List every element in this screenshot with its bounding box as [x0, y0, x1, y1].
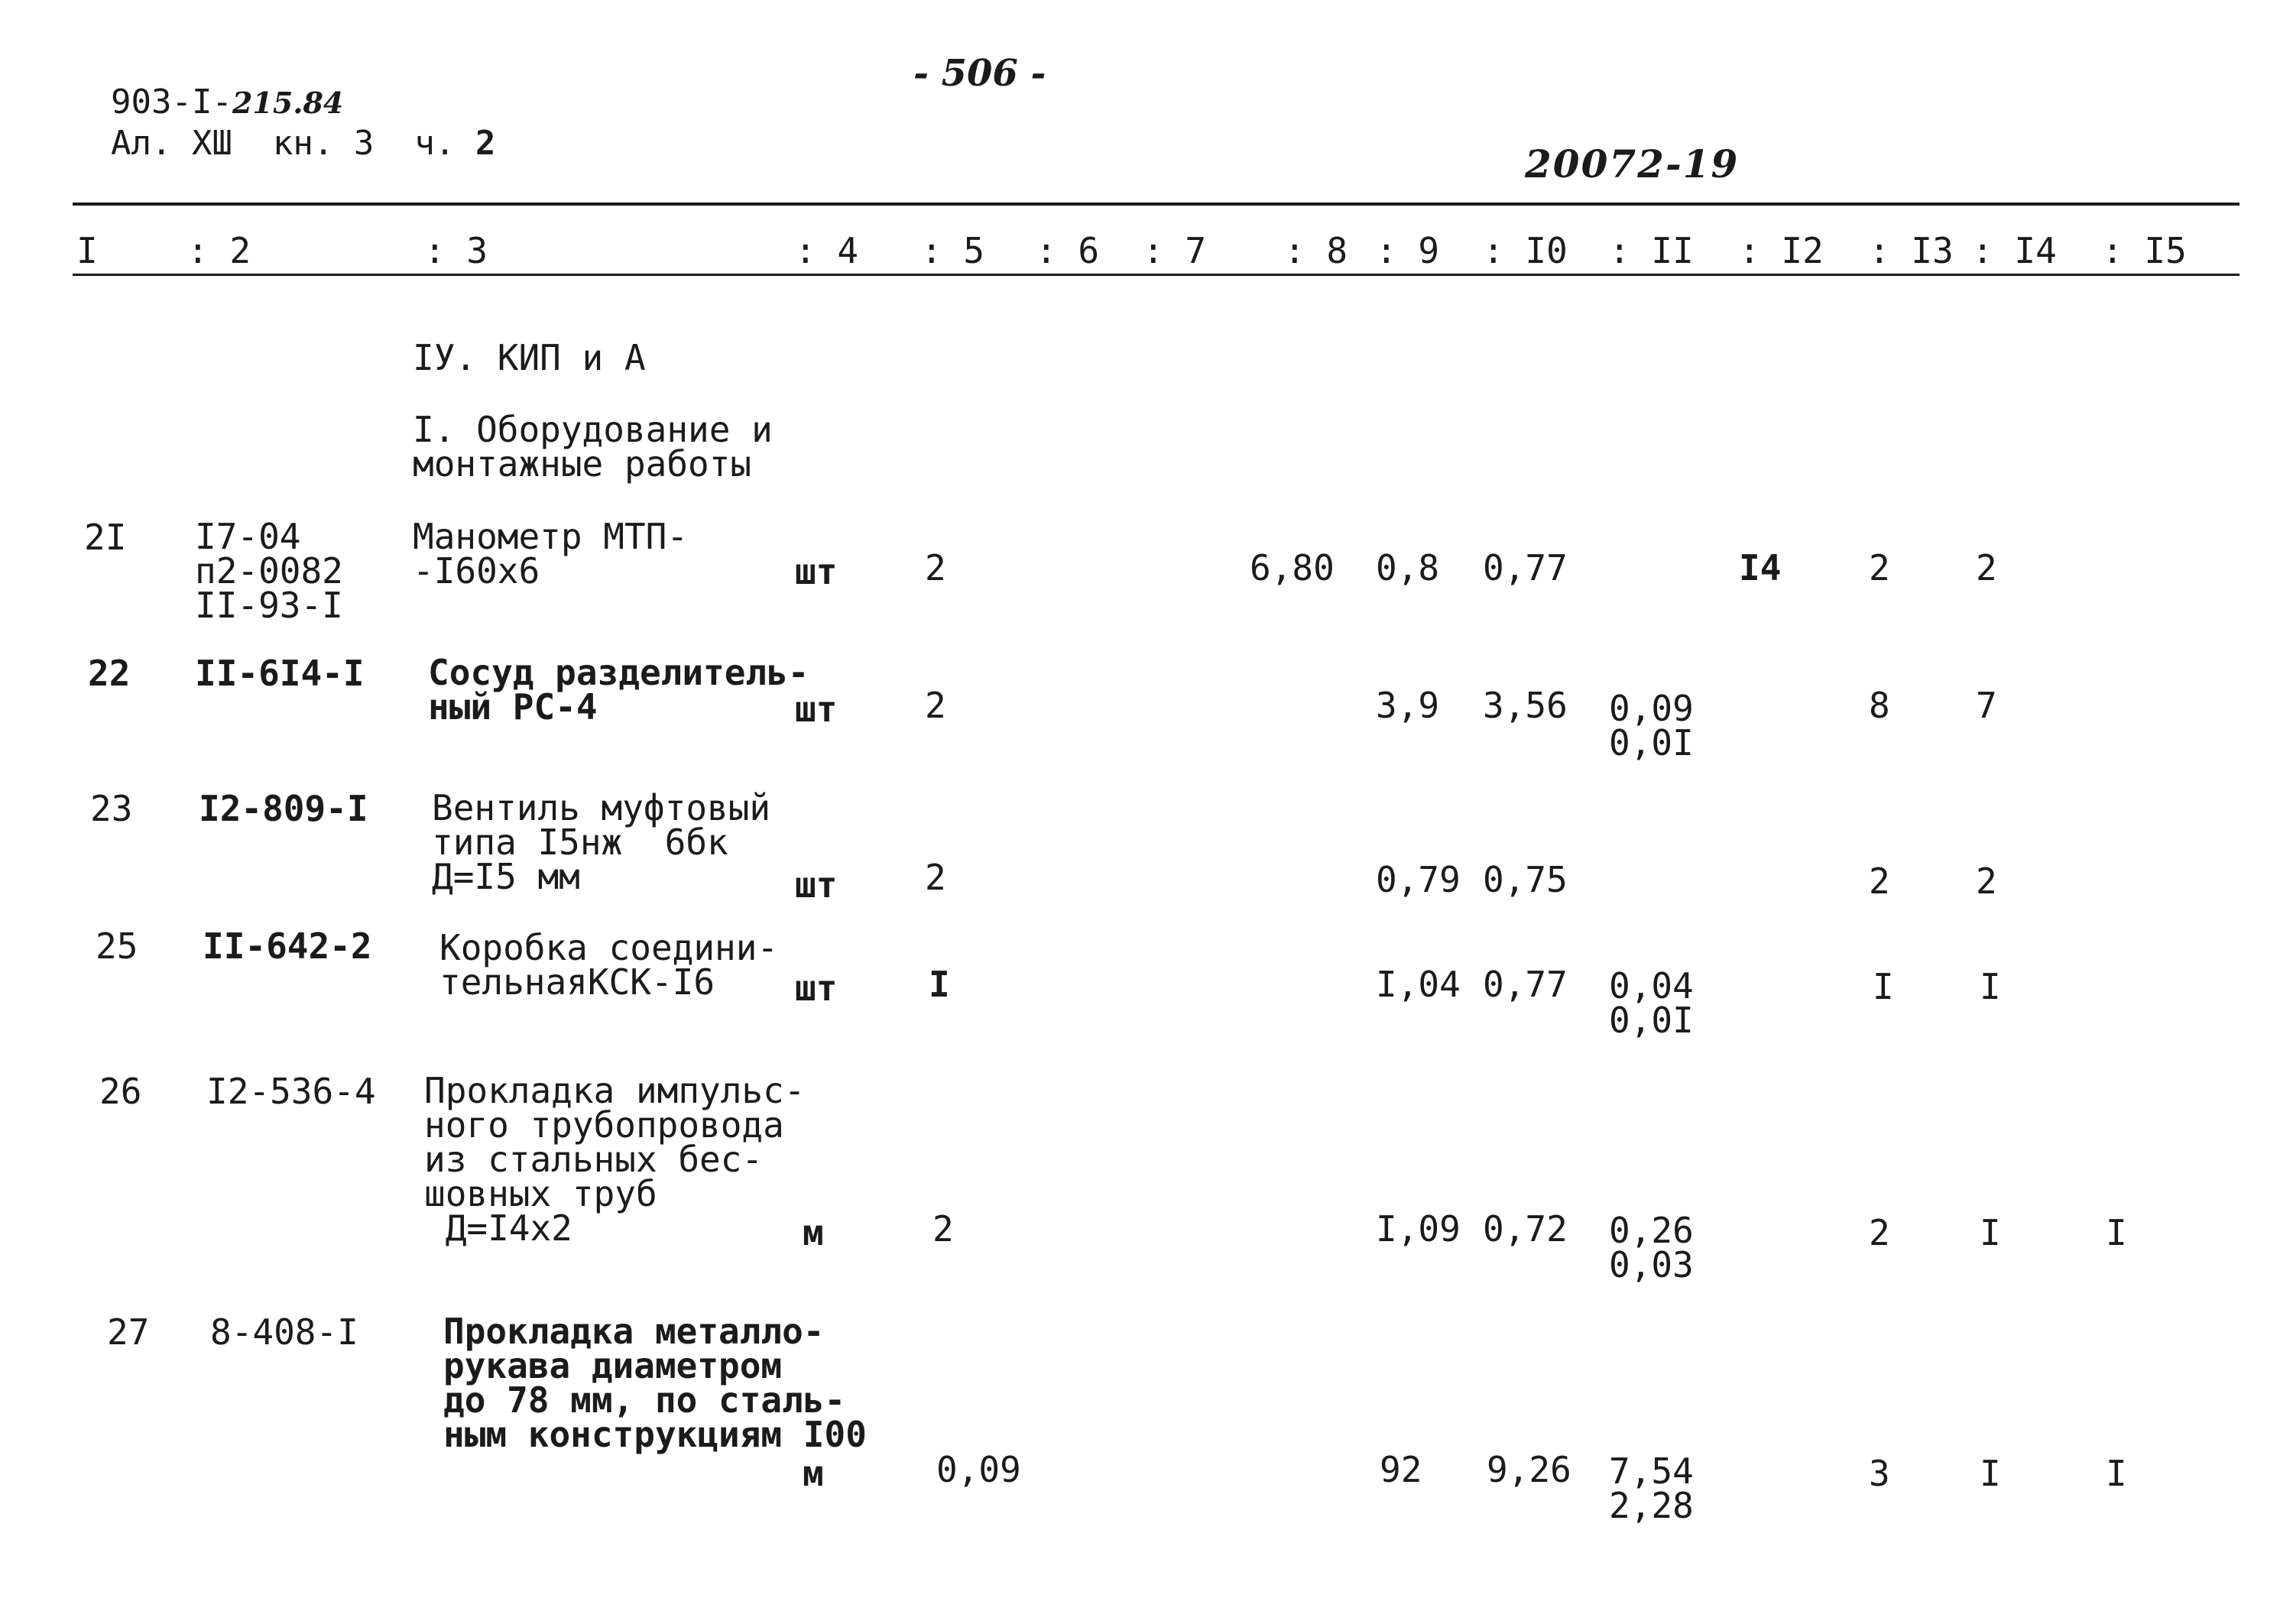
- row-name: Прокладка импульс- ного трубопровода из стальных бес- шовных труб Д=I4х2: [424, 1070, 806, 1250]
- row-code: I2-536-4: [206, 1071, 376, 1112]
- row-col9: I,09: [1376, 1208, 1461, 1250]
- row-col9: 0,79: [1376, 859, 1461, 900]
- row-unit: м: [803, 1212, 824, 1253]
- row-col15: I: [2106, 1453, 2127, 1494]
- column-header-1: I: [76, 230, 98, 271]
- row-quantity: 2: [925, 857, 946, 898]
- column-header-11: : II: [1609, 230, 1694, 271]
- row-number: 25: [96, 925, 138, 967]
- row-col10: 0,77: [1483, 547, 1568, 588]
- column-header-10: : I0: [1483, 230, 1568, 271]
- document-code-handwritten: 215.84: [232, 86, 344, 120]
- album-line: [70, 93, 496, 163]
- column-header-6: : 6: [1036, 230, 1100, 271]
- column-header-8: : 8: [1284, 230, 1348, 271]
- column-header-4: : 4: [795, 230, 859, 271]
- row-col14: I: [1980, 1453, 2001, 1494]
- row-unit: м: [803, 1453, 824, 1494]
- row-quantity: 2: [925, 547, 946, 588]
- column-header-15: : I5: [2102, 230, 2187, 271]
- row-number: 26: [99, 1071, 142, 1112]
- row-col11: 0,09 0,0I: [1609, 688, 1694, 764]
- row-col10: 3,56: [1483, 685, 1568, 726]
- row-name: Манометр МТП- -I60х6: [413, 516, 689, 592]
- row-col11: 0,04 0,0I: [1609, 965, 1694, 1042]
- row-col14: I: [1980, 966, 2001, 1007]
- column-header-12: : I2: [1739, 230, 1824, 271]
- row-col10: 0,77: [1483, 964, 1568, 1005]
- row-col10: 0,75: [1483, 859, 1568, 900]
- column-header-9: : 9: [1376, 230, 1440, 271]
- row-quantity: I: [929, 964, 950, 1005]
- row-unit: шт: [795, 864, 838, 906]
- row-col14: 2: [1976, 547, 1997, 588]
- row-col14: 2: [1976, 861, 1997, 902]
- row-code: I7-04 п2-0082 II-93-I: [195, 516, 343, 627]
- row-col9: I,04: [1376, 964, 1461, 1005]
- row-col13: 2: [1869, 547, 1890, 588]
- row-col13: 8: [1869, 685, 1890, 726]
- row-code: I2-809-I: [199, 788, 368, 829]
- top-rule: [73, 203, 2239, 206]
- column-header-14: : I4: [1972, 230, 2057, 271]
- row-col13: 3: [1869, 1453, 1890, 1494]
- row-unit: шт: [795, 689, 838, 730]
- page-number: - 506 -: [913, 52, 1046, 95]
- column-header-7: : 7: [1143, 230, 1207, 271]
- row-name: Коробка соедини- тельнаяКСК-I6: [439, 927, 779, 1003]
- row-quantity: 0,09: [936, 1449, 1021, 1490]
- row-col9: 0,8: [1376, 547, 1440, 588]
- row-quantity: 2: [932, 1208, 954, 1250]
- row-unit: шт: [795, 968, 838, 1009]
- row-number: 22: [88, 653, 131, 694]
- row-col11: 7,54 2,28: [1609, 1451, 1694, 1527]
- album-line-text: Ал. XШ кн. 3 ч.: [110, 124, 475, 163]
- row-name: Прокладка металло- рукава диаметром до 78 мм, по сталь- ным конструкциям I00: [443, 1311, 867, 1456]
- row-name: Сосуд разделитель- ный РС-4: [428, 652, 809, 728]
- section-title: IУ. КИП и А: [413, 337, 646, 378]
- document-code-prefix: 903-I-: [110, 83, 232, 122]
- row-col15: I: [2106, 1212, 2127, 1253]
- row-col8: 6,80: [1250, 547, 1335, 588]
- row-unit: шт: [795, 551, 838, 592]
- row-col9: 3,9: [1376, 685, 1440, 726]
- row-quantity: 2: [925, 685, 946, 726]
- header-bottom-rule: [73, 274, 2239, 276]
- row-col13: I: [1873, 966, 1894, 1007]
- column-header-13: : I3: [1869, 230, 1954, 271]
- column-header-3: : 3: [424, 230, 488, 271]
- row-code: II-642-2: [203, 925, 372, 967]
- album-part-number: 2: [475, 124, 496, 163]
- row-code: II-6I4-I: [195, 653, 365, 694]
- column-header-2: : 2: [187, 230, 251, 271]
- subsection-title: I. Оборудование и монтажные работы: [413, 409, 773, 485]
- row-number: 23: [90, 788, 133, 829]
- column-header-5: : 5: [921, 230, 985, 271]
- stamp-number: 20072-19: [1525, 141, 1740, 186]
- row-col10: 9,26: [1487, 1449, 1571, 1490]
- row-col9: 92: [1380, 1449, 1422, 1490]
- row-col12: I4: [1739, 547, 1782, 588]
- row-col13: 2: [1869, 1212, 1890, 1253]
- row-col10: 0,72: [1483, 1208, 1568, 1250]
- row-number: 2I: [84, 517, 127, 558]
- row-number: 27: [107, 1311, 150, 1353]
- row-name: Вентиль муфтовый типа I5нж 6бк Д=I5 мм: [432, 787, 771, 898]
- row-code: 8-408-I: [210, 1311, 358, 1353]
- row-col11: 0,26 0,03: [1609, 1210, 1694, 1286]
- row-col14: I: [1980, 1212, 2001, 1253]
- row-col13: 2: [1869, 861, 1890, 902]
- row-col14: 7: [1976, 685, 1997, 726]
